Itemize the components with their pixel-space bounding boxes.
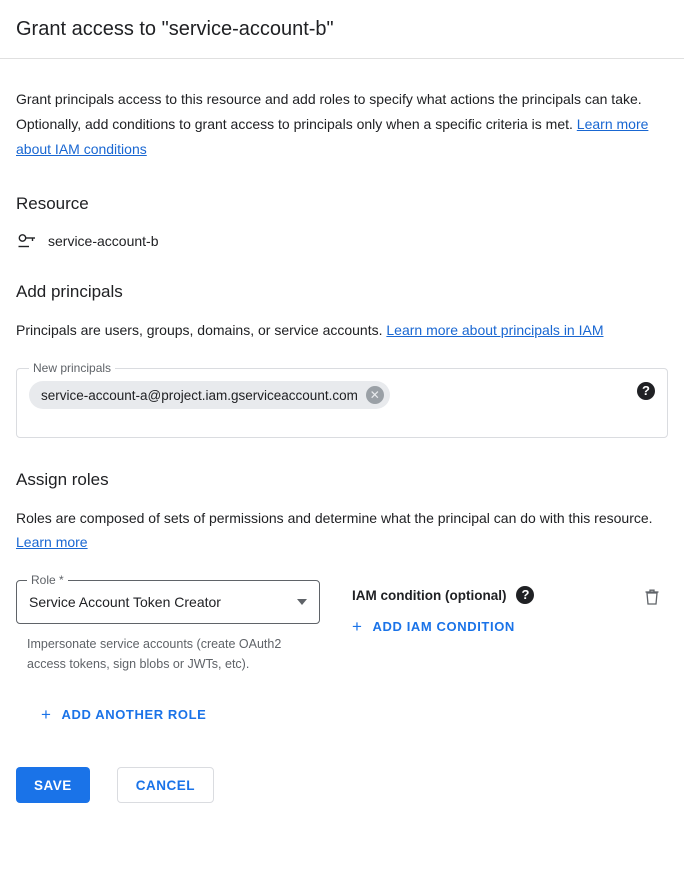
page-title: Grant access to "service-account-b" [16, 18, 334, 40]
resource-heading: Resource [16, 194, 89, 213]
role-select-value: Service Account Token Creator [29, 594, 221, 610]
add-principals-heading: Add principals [16, 282, 123, 301]
new-principals-field[interactable] [16, 361, 668, 438]
role-column [16, 573, 320, 674]
role-select-label: Role * [27, 573, 68, 587]
resource-row [16, 232, 668, 250]
service-account-icon [16, 232, 38, 250]
resource-name: service-account-b [48, 233, 159, 249]
principals-description [16, 318, 656, 342]
principals-help-icon[interactable] [637, 382, 655, 400]
delete-role-column [626, 580, 668, 611]
close-icon[interactable]: ✕ [366, 386, 384, 404]
add-another-role-button[interactable] [41, 706, 206, 723]
cancel-button[interactable]: CANCEL [117, 767, 214, 803]
principals-description-text: Principals are users, groups, domains, or service accounts. [16, 322, 383, 338]
roles-description [16, 506, 656, 554]
trash-icon[interactable] [644, 591, 660, 610]
role-assignment-row [16, 573, 668, 674]
intro-text: Grant principals access to this resource and add roles to specify what actions the principals can take. Optionally, add conditions to grant access to principals only when a specific criteria is met. [16, 91, 642, 132]
intro-text-block [16, 87, 656, 162]
dialog-header [0, 0, 684, 59]
role-select[interactable] [16, 573, 320, 624]
principals-learn-more-link[interactable]: Learn more about principals in IAM [386, 322, 604, 338]
add-another-role-label: ADD ANOTHER ROLE [61, 707, 207, 722]
principal-chip-label: service-account-a@project.iam.gserviceaccount.com [41, 387, 358, 403]
dialog-actions [16, 767, 668, 821]
new-principals-label: New principals [29, 361, 115, 375]
iam-condition-column [320, 580, 626, 637]
roles-learn-more-link[interactable]: Learn more [16, 534, 88, 550]
add-iam-condition-button[interactable] [352, 618, 515, 635]
roles-description-text: Roles are composed of sets of permissions and determine what the principal can do with this resource. [16, 510, 653, 526]
principal-chip[interactable] [29, 381, 390, 409]
assign-roles-heading: Assign roles [16, 470, 109, 489]
chevron-down-icon [297, 599, 307, 605]
iam-condition-title-row [352, 586, 626, 604]
role-help-text: Impersonate service accounts (create OAuth2 access tokens, sign blobs or JWTs, etc). [27, 637, 282, 671]
condition-help-icon[interactable]: ? [516, 586, 534, 604]
iam-condition-label: IAM condition (optional) [352, 587, 507, 603]
plus-icon: + [41, 705, 52, 724]
add-iam-condition-label: ADD IAM CONDITION [372, 619, 515, 634]
iam-conditions-link[interactable]: Learn more about IAM conditions [16, 116, 649, 157]
help-icon-glyph: ? [637, 382, 655, 400]
save-button[interactable]: SAVE [16, 767, 90, 803]
dialog-body [0, 87, 684, 821]
plus-icon: + [352, 617, 363, 636]
